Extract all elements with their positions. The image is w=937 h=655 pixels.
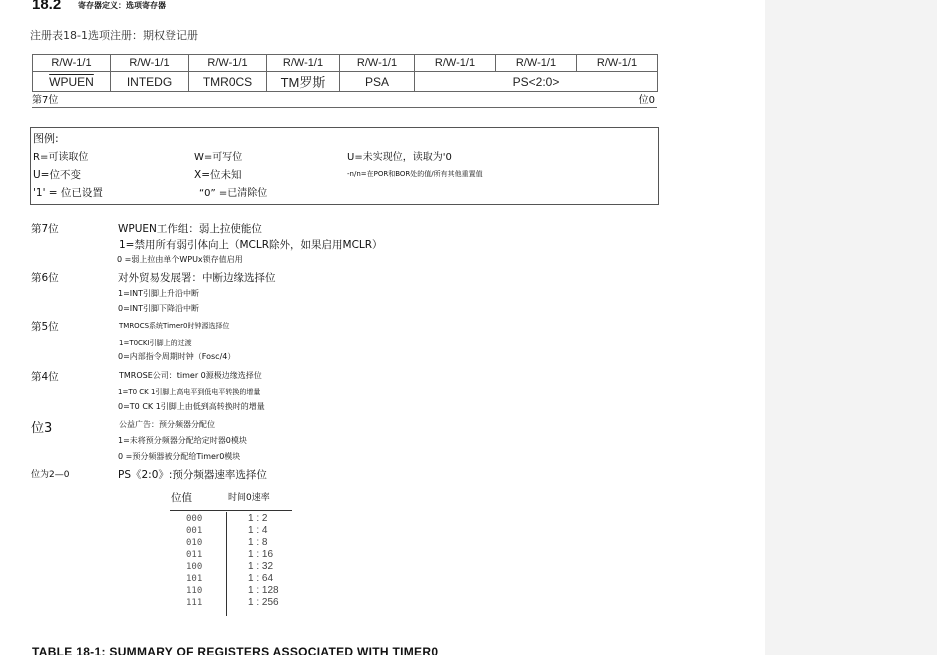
ps-row-value: 001 xyxy=(186,526,203,536)
bit6-label: 第6位 xyxy=(31,272,59,284)
table-18-1-title: TABLE 18-1: SUMMARY OF REGISTERS ASSOCIATED WITH TIMER0 xyxy=(32,645,439,655)
legend-x: X=位未知 xyxy=(194,169,242,181)
ps-row-value: 111 xyxy=(186,598,203,608)
field-intedg: INTEDG xyxy=(111,72,189,92)
bit2-0-label: 位为2—0 xyxy=(31,470,70,480)
ps-row-rate: 1 : 64 xyxy=(248,573,274,584)
access-bit3: R/W-1/1 xyxy=(340,55,415,72)
bit5-label: 第5位 xyxy=(31,321,59,333)
ps-row-rate: 1 : 8 xyxy=(248,537,268,548)
access-bit2: R/W-1/1 xyxy=(415,55,496,72)
ps-row-value: 101 xyxy=(186,574,203,584)
legend-title: 图例: xyxy=(33,132,59,145)
ps-row-rate: 1 : 2 xyxy=(248,513,268,524)
access-bit5: R/W-1/1 xyxy=(189,55,267,72)
ps-row-rate: 1 : 4 xyxy=(248,525,268,536)
bit5-title: TMROCS系统Timer0时钟源选择位 xyxy=(119,322,230,330)
ps-table-divider xyxy=(226,512,227,616)
access-bit7: R/W-1/1 xyxy=(33,55,111,72)
bit3-label: 位3 xyxy=(31,421,53,436)
bit3-title: 公益广告：预分频器分配位 xyxy=(119,420,215,429)
access-bit6: R/W-1/1 xyxy=(111,55,189,72)
bit4-line1: 1=T0 CK 1引脚上高电平到低电平转换的增量 xyxy=(118,388,261,396)
viewer-side-panel xyxy=(765,0,937,655)
ps-row-rate: 1 : 256 xyxy=(248,597,279,608)
access-bit4: R/W-1/1 xyxy=(267,55,340,72)
register-table xyxy=(32,54,658,92)
bit7-line1: 1=禁用所有弱引体向上（MCLR除外，如果启用MCLR） xyxy=(119,239,383,251)
ps-table-header xyxy=(170,488,292,511)
bit5-line2: 0=内部指令周期时钟（Fosc/4） xyxy=(118,352,236,361)
bit-range-labels xyxy=(32,91,657,108)
bit-high-label: 第7位 xyxy=(32,95,59,106)
register-field-row xyxy=(33,72,658,92)
legend-u-unchanged: U=位不变 xyxy=(33,169,81,181)
ps-row-value: 000 xyxy=(186,514,203,524)
bit-low-label: 位0 xyxy=(638,95,655,106)
legend-set: '1' = 位已设置 xyxy=(33,187,103,199)
ps-row-value: 011 xyxy=(186,550,203,560)
ps-row-value: 100 xyxy=(186,562,203,572)
section-number: 18.2 xyxy=(32,0,62,13)
bit3-line2: 0 =预分频器被分配给Timer0模块 xyxy=(118,452,241,461)
bit7-title: WPUEN工作组：弱上拉使能位 xyxy=(118,223,262,235)
legend-w: W=可写位 xyxy=(194,152,243,163)
bit6-line1: 1=INT引脚上升沿中断 xyxy=(118,289,200,298)
field-ps: PS<2:0> xyxy=(415,72,658,92)
register-title: 注册表18-1选项注册：期权登记册 xyxy=(30,29,198,42)
legend-r: R=可读取位 xyxy=(33,152,89,163)
section-title: 寄存器定义：选项寄存器 xyxy=(78,1,166,10)
ps-header-rate: 时间0速率 xyxy=(228,493,270,503)
field-wpuen: WPUEN xyxy=(33,72,111,92)
field-psa: PSA xyxy=(340,72,415,92)
field-tmr0se: TM罗斯 xyxy=(267,72,340,92)
bit4-line2: 0=T0 CK 1引脚上由低到高转换时的增量 xyxy=(118,402,265,411)
ps-row-value: 110 xyxy=(186,586,203,596)
ps-row-rate: 1 : 128 xyxy=(248,585,279,596)
register-access-row xyxy=(33,55,658,72)
ps-header-bitvalue: 位值 xyxy=(171,492,192,504)
access-bit0: R/W-1/1 xyxy=(577,55,658,72)
field-tmr0cs: TMR0CS xyxy=(189,72,267,92)
access-bit1: R/W-1/1 xyxy=(496,55,577,72)
bit7-label: 第7位 xyxy=(31,223,59,235)
legend-n: -n/n=在POR和BOR处的值/所有其他重置值 xyxy=(347,170,483,178)
bit2-0-title: PS《2:0》:预分频器速率选择位 xyxy=(118,469,267,481)
bit3-line1: 1=未将预分频器分配给定时器0模块 xyxy=(118,436,247,445)
legend-u: U=未实现位，读取为'0 xyxy=(347,152,452,163)
bit4-title: TMROSE公司：timer 0源极边缘选择位 xyxy=(119,371,262,380)
legend-cleared: “0” =已清除位 xyxy=(199,188,268,199)
bit6-line2: 0=INT引脚下降沿中断 xyxy=(118,304,200,313)
bit5-line1: 1=T0CKI引脚上的过渡 xyxy=(119,339,192,347)
ps-row-rate: 1 : 32 xyxy=(248,561,274,572)
ps-row-rate: 1 : 16 xyxy=(248,549,274,560)
bit7-line2: 0 =弱上拉由单个WPUx锁存值启用 xyxy=(117,255,243,264)
ps-row-value: 010 xyxy=(186,538,203,548)
legend-box xyxy=(30,127,659,205)
bit6-title: 对外贸易发展署：中断边缘选择位 xyxy=(118,272,276,284)
bit4-label: 第4位 xyxy=(31,371,59,383)
